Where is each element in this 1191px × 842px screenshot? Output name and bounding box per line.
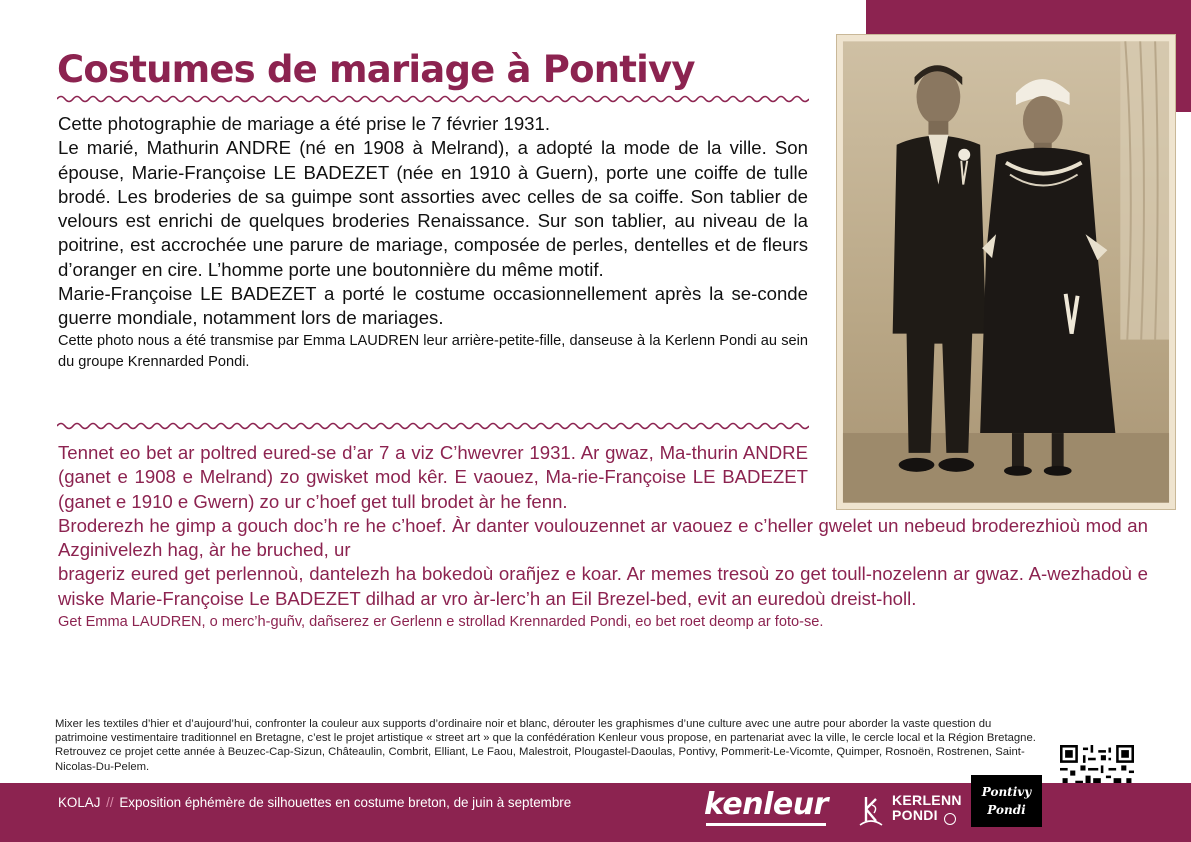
title-wave-divider (57, 94, 809, 104)
breton-credit-note: Get Emma LAUDREN, o merc’h-guñv, dañserez er Gerlenn e strollad Krennarded Pondi, eo bet roet deomp ar foto-se. (58, 614, 824, 631)
page-title: Costumes de mariage à Pontivy (57, 48, 695, 91)
french-paragraph-couple: Le marié, Mathurin ANDRE (né en 1908 à Melrand), a adopté la mode de la ville. Son épouse, Marie-Françoise LE BADEZET (née en 1910 à Guern), porte une coiffe de tulle brodé. Les broderies de sa guimpe sont assorties avec celles de sa coiffe. Son tablier de velours est enrichi de quelques broderies Renaissance. Sur son tablier, au niveau de la poitrine, est accrochée une parure de mariage, composée de perles, dentelles et de fleurs d’oranger en cire. L’homme porte une boutonnière du même motif. (58, 137, 808, 280)
french-description (58, 112, 808, 373)
french-paragraph-date: Cette photographie de mariage a été prise le 7 février 1931. (58, 113, 551, 134)
kerlenn-emblem-icon (858, 795, 884, 827)
pontivy-logo-line1: Pontivy (981, 785, 1032, 799)
kerlenn-logo-line1: KERLENN (892, 792, 962, 808)
footer-caption (58, 795, 571, 810)
footer-brand: KOLAJ (58, 795, 101, 810)
kenleur-logo-underline (706, 823, 826, 826)
footer-bar (0, 783, 1191, 842)
footer-exhibition-text: Exposition éphémère de silhouettes en costume breton, de juin à septembre (119, 795, 572, 810)
breton-description (58, 441, 1148, 633)
kenleur-logo: kenleur (704, 787, 828, 822)
section-wave-divider (57, 421, 809, 431)
wedding-photograph (836, 34, 1176, 510)
kerlenn-badge-icon (944, 813, 956, 825)
breton-paragraph-3: brageriz eured get perlennoù, dantelezh ha bokedoù orañjez e koar. Ar memes tresoù zo get toull-nozelenn ar gwaz. A-wezhadoù e wiske Marie-Françoise Le BADEZET dilhad ar vro àr-lerc’h an Eil Brezel-bed, evit an euredoù dreist-holl. (58, 563, 1148, 609)
pontivy-pondi-logo (971, 775, 1042, 827)
footer-separator: // (106, 795, 114, 810)
project-description: Mixer les textiles d’hier et d’aujourd’hui, confronter la couleur aux supports d’ordinaire noir et blanc, dérouter les graphismes d’une culture avec une autre pour aborder la vaste question du patrimoine vestimentaire traditionnel en Bretagne, c’est le projet artistique « street art » que la confédération Kenleur vous propose, en partenariat avec la ville, le cercle local et la Région Bretagne. Retrouvez ce projet cette année à Beuzec-Cap-Sizun, Châteaulin, Combrit, Elliant, Le Faou, Malestroit, Plougastel-Daoulas, Pontivy, Pommerit-Le-Vicomte, Quimper, Rosnoën, Rostrenen, Saint-Nicolas-Du-Pelem. (55, 718, 1036, 773)
french-paragraph-later: Marie-Françoise LE BADEZET a porté le costume occasionnellement après la se-conde guerre mondiale, notamment lors de mariages. (58, 283, 808, 329)
breton-paragraph-2: Broderezh he gimp a gouch doc’h re he c’hoef. Àr danter voulouzennet ar vaouez e c’heller gwelet un nebeud broderezhioù mod an Azginivelezh hag, àr he bruched, ur (58, 514, 1148, 561)
french-credit-note: Cette photo nous a été transmise par Emma LAUDREN leur arrière-petite-fille, danseuse à la Kerlenn Pondi au sein du groupe Krennarded Pondi. (58, 332, 808, 370)
breton-paragraph-1: Tennet eo bet ar poltred eured-se d’ar 7 a viz C’hwevrer 1931. Ar gwaz, Ma-thurin ANDRE (ganet e 1908 e Melrand) zo gwisket mod kêr. E vaouez, Ma-rie-Françoise LE BADEZET (ganet e 1910 e Gwern) zo ur c’hoef get tull brodet àr he fenn. (58, 442, 808, 512)
kerlenn-logo-line2: PONDI (892, 807, 938, 823)
pontivy-logo-line2: Pondi (987, 803, 1026, 817)
wedding-couple-photo-illustration (837, 35, 1175, 509)
